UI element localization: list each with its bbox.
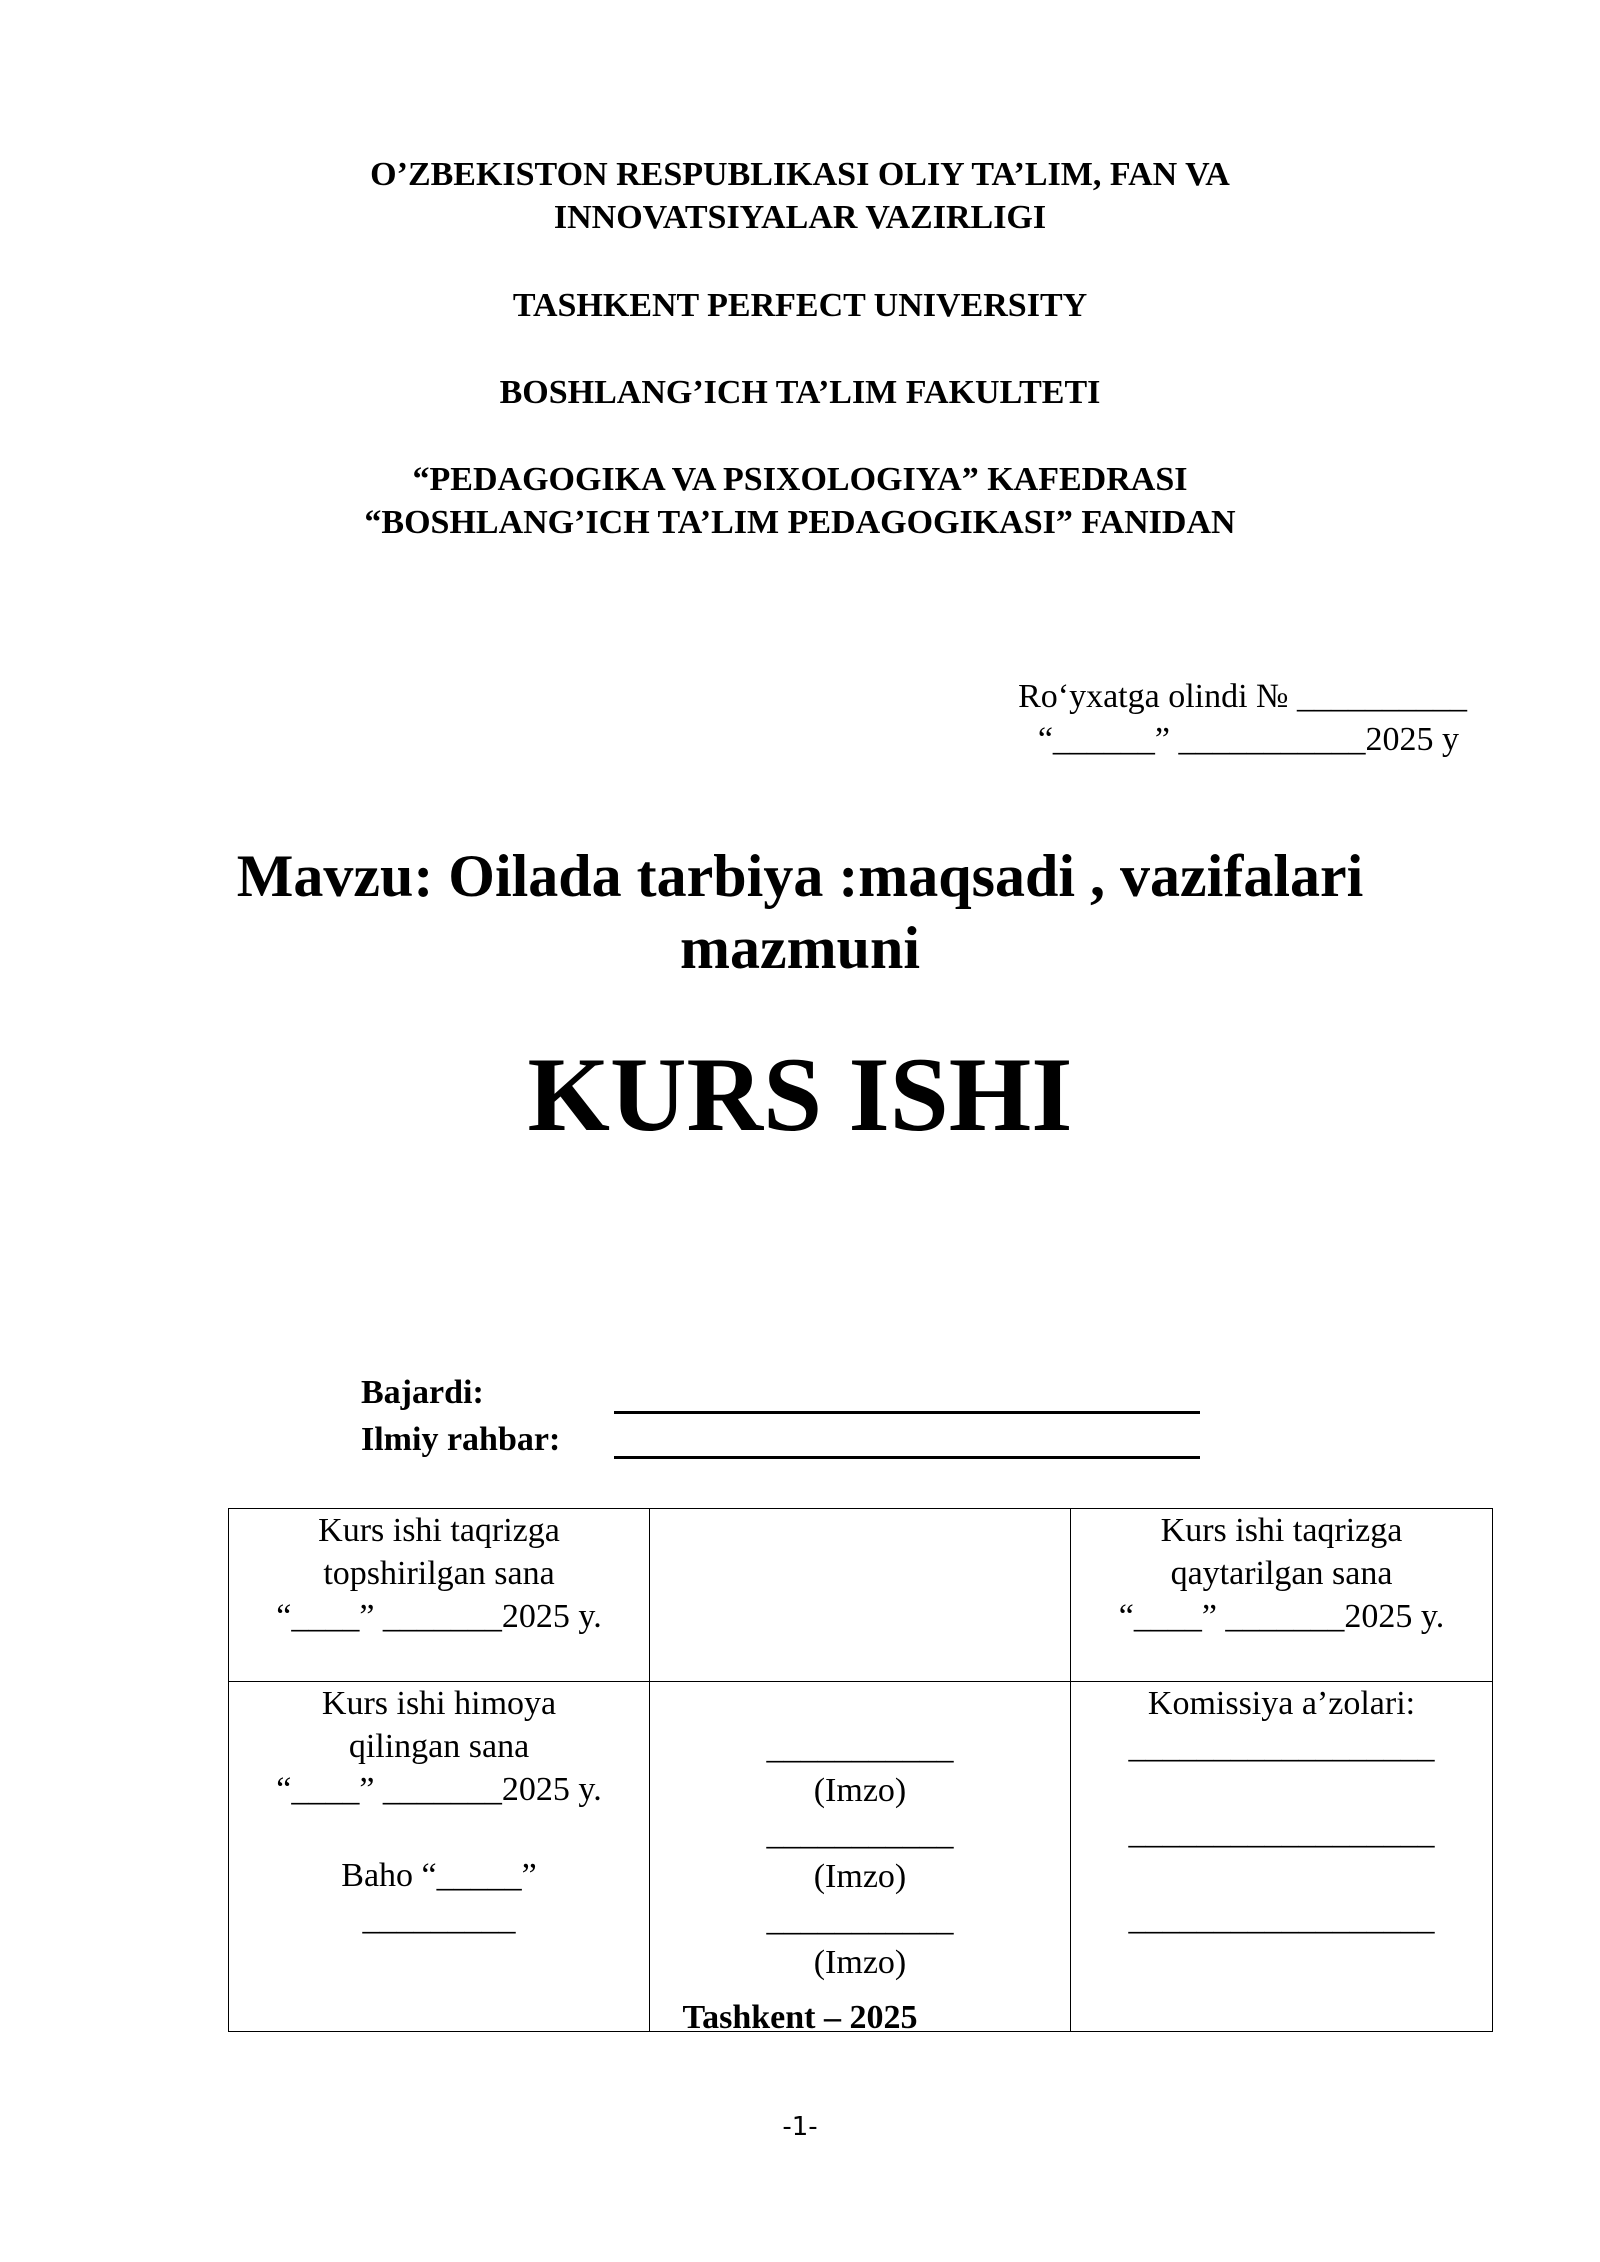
table-row [229, 1509, 1493, 1682]
supervisor-label: Ilmiy rahbar: [361, 1421, 561, 1458]
signature-line: ___________ [766, 1901, 954, 1938]
ministry-line-1: O’ZBEKISTON RESPUBLIKASI OLIY TA’LIM, FAN VA [370, 156, 1230, 193]
cell-text: “____” _______2025 y. [276, 1771, 602, 1808]
cell-text: topshirilgan sana [323, 1555, 555, 1592]
signature-caption: (Imzo) [813, 1858, 907, 1895]
signature-line: ___________ [766, 1815, 954, 1852]
work-type-title: KURS ISHI [527, 1036, 1073, 1153]
grade-label: Baho “_____” [341, 1857, 537, 1894]
cell-text [1077, 1854, 1486, 1897]
topic-line-2: mazmuni [680, 915, 920, 981]
department-name: “PEDAGOGIKA VA PSIXOLOGIYA” KAFEDRASI [412, 461, 1188, 498]
registration-date: “______” ___________2025 y [1037, 721, 1459, 758]
empty-cell [650, 1509, 1071, 1682]
registration-number: Ro‘yxatga olindi № __________ [1018, 678, 1467, 715]
cell-text: Kurs ishi taqrizga [318, 1512, 560, 1549]
signature-line: ___________ [766, 1729, 954, 1766]
grade-line: _________ [362, 1900, 516, 1937]
table-row [229, 1682, 1493, 2032]
cell-text: Kurs ishi taqrizga [1160, 1512, 1403, 1549]
faculty-name: BOSHLANG’ICH TA’LIM FAKULTETI [499, 374, 1101, 411]
cell-text: “____” _______2025 y. [1118, 1598, 1445, 1635]
cell-text: qaytarilgan sana [1170, 1555, 1393, 1592]
performer-label: Bajardi: [361, 1374, 484, 1411]
defense-date-cell [229, 1682, 650, 2032]
signature-caption: (Imzo) [813, 1772, 907, 1809]
cell-text: qilingan sana [348, 1728, 530, 1765]
performer-signature-line [614, 1411, 1200, 1414]
review-returned-cell [1071, 1509, 1493, 1682]
review-submitted-cell [229, 1509, 650, 1682]
member-line: __________________ [1128, 1728, 1435, 1765]
subject-name: “BOSHLANG’ICH TA’LIM PEDAGOGIKASI” FANIDAN [364, 504, 1236, 541]
ministry-line-2: INNOVATSIYALAR VAZIRLIGI [553, 199, 1047, 236]
cell-text: “____” _______2025 y. [276, 1598, 602, 1635]
review-table [228, 1508, 1493, 2032]
cell-text [235, 1811, 643, 1854]
signature-caption: (Imzo) [813, 1944, 907, 1981]
topic-line-1: Mavzu: Oilada tarbiya :maqsadi , vazifalari [236, 843, 1364, 909]
supervisor-signature-line [614, 1456, 1200, 1459]
city-year: Tashkent – 2025 [682, 1999, 918, 2036]
university-name: TASHKENT PERFECT UNIVERSITY [512, 287, 1088, 324]
member-line: __________________ [1128, 1900, 1435, 1937]
cell-text [1077, 1768, 1486, 1811]
page-number: -1- [782, 2112, 818, 2142]
commission-label: Komissiya a’zolari: [1147, 1685, 1416, 1722]
commission-members-cell [1071, 1682, 1493, 2032]
cell-text: Kurs ishi himoya [321, 1685, 557, 1722]
member-line: __________________ [1128, 1814, 1435, 1851]
signature-cell [650, 1682, 1071, 2032]
